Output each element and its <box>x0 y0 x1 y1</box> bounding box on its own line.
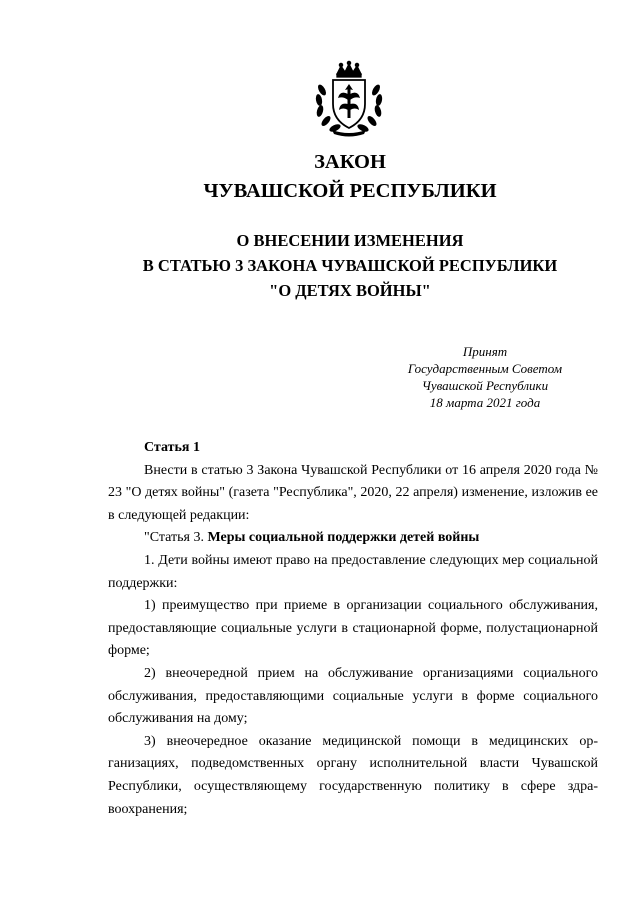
article-intro-paragraph: Внести в статью 3 Закона Чувашской Республики от 16 апреля 2020 года № 23 "О детях войны" (газета "Республика", 2020, 22 апреля) изменение, изложив ее в следующей редакции: <box>108 462 598 523</box>
coat-of-arms-icon <box>310 60 388 138</box>
law-title <box>0 148 640 206</box>
quoted-article-prefix: "Статья 3. <box>144 530 208 546</box>
article-body <box>108 437 598 821</box>
law-subject-line-1: О ВНЕСЕНИИ ИЗМЕНЕНИЯ <box>236 231 464 250</box>
article-heading: Статья 1 <box>144 440 200 455</box>
article-paragraph-3: 2) внеочередной прием на обслуживание организациями социального обслуживания, предоставляющими социальные услуги в форме социального обслуживания на дому; <box>108 665 598 727</box>
adoption-note-line-2: Государственным Советом <box>407 361 563 376</box>
adoption-note-line-3: Чувашской Республики <box>421 378 549 393</box>
law-subject-line-2: В СТАТЬЮ 3 ЗАКОНА ЧУВАШСКОЙ РЕСПУБЛИКИ <box>142 256 558 275</box>
adoption-note-line-4: 18 марта 2021 года <box>429 395 541 410</box>
article-paragraph-4: 3) внеочередное оказание медицинской помощи в медицинских организациях, подведомственных органу исполнительной власти Чувашской Республики, осуществляющему государственную политику в сфере здравоохранения; <box>108 733 598 817</box>
law-title-line-1: ЗАКОН <box>314 151 386 173</box>
law-subject-line-3: "О ДЕТЯХ ВОЙНЫ" <box>269 281 431 300</box>
adoption-note-line-1: Принят <box>462 344 508 359</box>
quoted-article-name: Меры социальной поддержки детей войны <box>207 530 480 546</box>
adoption-note <box>380 343 590 411</box>
law-title-line-2: ЧУВАШСКОЙ РЕСПУБЛИКИ <box>203 180 497 202</box>
article-paragraph-2: 1) преимущество при приеме в организации социального обслуживания, предоставляющие социальные услуги в стационарной форме, полустационарной форме; <box>108 598 598 659</box>
quoted-article-title <box>108 527 598 550</box>
law-subject <box>0 228 640 303</box>
article-paragraph-1: 1. Дети войны имеют право на предоставление следующих мер социальной поддержки: <box>108 552 598 591</box>
